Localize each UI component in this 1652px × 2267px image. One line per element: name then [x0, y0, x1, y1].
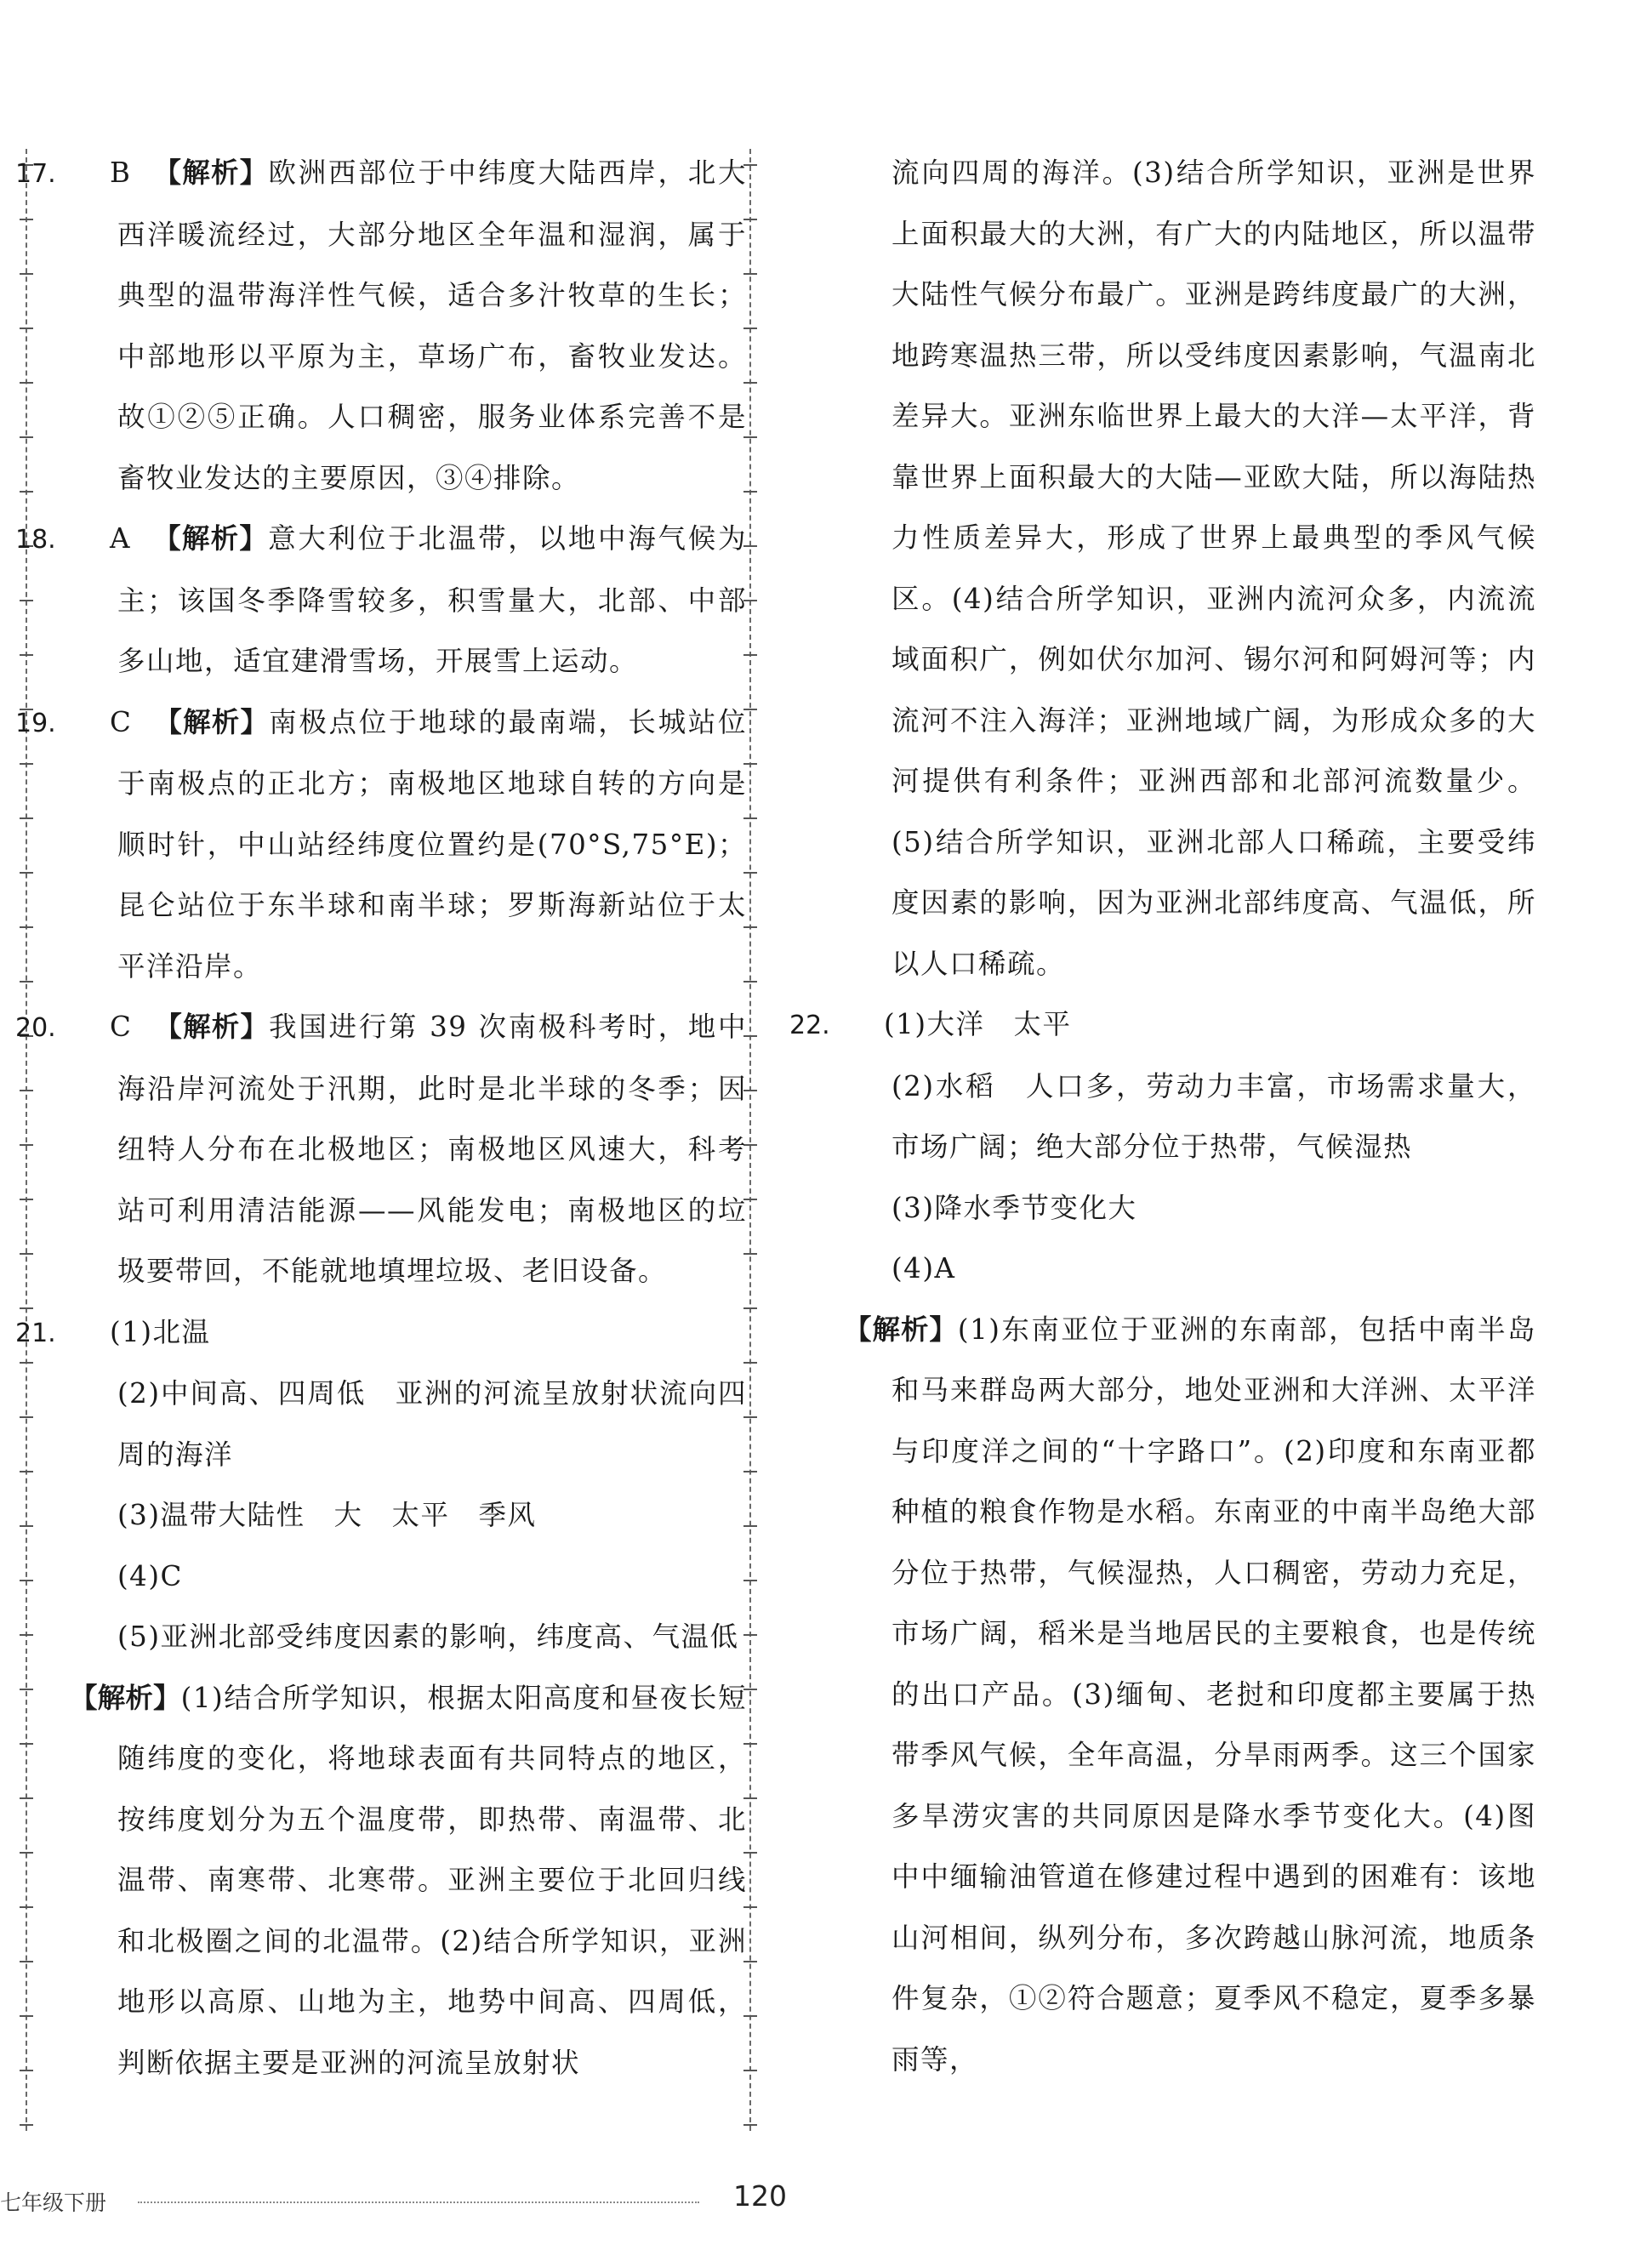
- rail-tick: [20, 491, 33, 493]
- grade-label: 七年级下册: [0, 2190, 107, 2215]
- rail-tick: [20, 1199, 33, 1200]
- analysis-text: 欧洲西部位于中纬度大陆西岸，北大西洋暖流经过，大部分地区全年温和湿润，属于典型的温带海洋性气候，适合多汁牧草的生长；中部地形以平原为主，草场广布，畜牧业发达。故①②⑤正确。人口稠密，服务业体系完善不是畜牧业发达的主要原因，③④排除。: [117, 157, 747, 494]
- rail-tick: [20, 1090, 33, 1091]
- sub-answer-2: (2)中间高、四周低 亚洲的河流呈放射状流向四周的海洋: [117, 1377, 747, 1471]
- rail-tick: [20, 654, 33, 656]
- sub-answer-1: (1)北温: [110, 1315, 211, 1348]
- answer-item-18: [15, 509, 747, 692]
- binding-margin-left: [26, 149, 48, 2131]
- rail-tick: [20, 1580, 33, 1581]
- rail-tick: [20, 1961, 33, 1962]
- rail-tick: [20, 1634, 33, 1636]
- left-column: [15, 143, 747, 2093]
- rail-tick: [20, 1689, 33, 1690]
- analysis-22: [840, 1300, 1536, 2091]
- rail-tick: [20, 1416, 33, 1418]
- sub-answer-2: (2)水稻 人口多，劳动力丰富，市场需求量大，市场广阔；绝大部分位于热带，气候湿热: [892, 1069, 1536, 1163]
- rail-tick: [20, 926, 33, 928]
- question-number: 20.: [15, 1013, 56, 1043]
- rail-tick: [20, 1471, 33, 1472]
- answer-choice: B: [110, 157, 132, 189]
- sub-answer-4: (4)A: [892, 1252, 956, 1284]
- page-number: 120: [733, 2179, 787, 2213]
- analysis-label: 【解析】: [153, 157, 269, 189]
- analysis-label: 【解析】: [844, 1313, 958, 1346]
- rail-tick: [20, 763, 33, 765]
- rail-tick: [20, 2015, 33, 2017]
- question-number: 22.: [789, 1011, 830, 1040]
- sub-answer-3: (3)降水季节变化大: [892, 1191, 1137, 1224]
- rail-tick: [20, 1253, 33, 1255]
- rail-tick: [20, 1906, 33, 1908]
- answer-choice: C: [110, 705, 133, 738]
- answer-choice: C: [110, 1011, 133, 1043]
- rail-tick: [20, 219, 33, 220]
- rail-tick: [20, 1743, 33, 1745]
- rail-tick: [20, 382, 33, 384]
- rail-tick: [20, 2124, 33, 2126]
- answer-item-22: [789, 994, 1536, 1057]
- rail-tick: [20, 273, 33, 275]
- rail-tick: [20, 981, 33, 983]
- rail-tick: [20, 1525, 33, 1527]
- rail-tick: [743, 2124, 757, 2126]
- analysis-21: [66, 1668, 747, 2094]
- analysis-text: 我国进行第 39 次南极科考时，地中海沿岸河流处于汛期，此时是北半球的冬季；因纽特人分布在北极地区；南极地区风速大，科考站可利用清洁能源——风能发电；南极地区的垃圾要带回，不能就地填埋垃圾、老旧设备。: [117, 1011, 747, 1287]
- rail-tick: [20, 872, 33, 874]
- sub-answer-4: (4)C: [117, 1559, 183, 1592]
- rail-tick: [20, 436, 33, 438]
- analysis-text: (1)结合所学知识，根据太阳高度和昼夜长短随纬度的变化，将地球表面有共同特点的地区，按纬度划分为五个温度带，即热带、南温带、北温带、南寒带、北寒带。亚洲主要位于北回归线和北极圈之间的北温带。(2)结合所学知识，亚洲地形以高原、山地为主，地势中间高、四周低，判断依据主要是亚洲的河流呈放射状: [117, 1681, 747, 2079]
- answer-item-20: [15, 997, 747, 1302]
- rail-tick: [20, 817, 33, 819]
- rail-tick: [20, 2070, 33, 2071]
- sub-answer-3: (3)温带大陆性 大 太平 季风: [117, 1499, 537, 1531]
- question-number: 18.: [15, 525, 56, 555]
- question-number: 17.: [15, 159, 56, 189]
- binding-margin-center: [749, 149, 772, 2131]
- page-footer: [0, 2179, 1652, 2220]
- question-number: 19.: [15, 708, 56, 738]
- analysis-text: (1)东南亚位于亚洲的东南部，包括中南半岛和马来群岛两大部分，地处亚洲和大洋洲、太平洋与印度洋之间的“十字路口”。(2)印度和东南亚都种植的粮食作物是水稻。东南亚的中南半岛绝大部分位于热带，气候湿热，人口稠密，劳动力充足，市场广阔，稻米是当地居民的主要粮食，也是传统的出口产品。(3)缅甸、老挝和印度都主要属于热带季风气候，全年高温，分旱雨两季。这三个国家多旱涝灾害的共同原因是降水季节变化大。(4)图中中缅输油管道在修建过程中遇到的困难有：该地山河相间，纵列分布，多次跨越山脉河流，地质条件复杂，①②符合题意；夏季风不稳定，夏季多暴雨等，: [892, 1313, 1536, 2076]
- analysis-text: 意大利位于北温带，以地中海气候为主；该国冬季降雪较多，积雪量大，北部、中部多山地，适宜建滑雪场，开展雪上运动。: [117, 522, 747, 677]
- answer-item-21: [15, 1302, 747, 1364]
- answer-item-19: [15, 692, 747, 998]
- question-number: 21.: [15, 1318, 56, 1348]
- analysis-label: 【解析】: [70, 1681, 181, 1714]
- analysis-text: 南极点位于地球的最南端，长城站位于南极点的正北方；南极地区地球自转的方向是顺时针，中山站经纬度位置约是(70°S,75°E)；昆仑站位于东半球和南半球；罗斯海新站位于太平洋沿岸。: [117, 705, 747, 983]
- answer-choice: A: [110, 522, 131, 555]
- analysis-label: 【解析】: [154, 705, 270, 738]
- answer-item-17: [15, 143, 747, 509]
- rail-tick: [20, 1797, 33, 1799]
- footer-dotted-rule: [138, 2201, 699, 2203]
- rail-tick: [20, 1852, 33, 1854]
- analysis-label: 【解析】: [154, 1011, 270, 1043]
- analysis-21-continued: 流向四周的海洋。(3)结合所学知识，亚洲是世界上面积最大的大洲，有广大的内陆地区，所以温带大陆性气候分布最广。亚洲是跨纬度最广的大洲，地跨寒温热三带，所以受纬度因素影响，气温南北差异大。亚洲东临世界上最大的大洋—太平洋，背靠世界上面积最大的大陆—亚欧大陆，所以海陆热力性质差异大，形成了世界上最典型的季风气候区。(4)结合所学知识，亚洲内流河众多，内流流域面积广，例如伏尔加河、锡尔河和阿姆河等；内流河不注入海洋；亚洲地域广阔，为形成众多的大河提供有利条件；亚洲西部和北部河流数量少。(5)结合所学知识，亚洲北部人口稀疏，主要受纬度因素的影响，因为亚洲北部纬度高、气温低，所以人口稀疏。: [892, 157, 1536, 980]
- sub-answer-1: (1)大洋 太平: [884, 1008, 1072, 1040]
- rail-tick: [20, 328, 33, 329]
- rail-tick: [20, 1144, 33, 1146]
- right-column: [789, 143, 1536, 2090]
- rail-tick: [20, 600, 33, 601]
- sub-answer-5: (5)亚洲北部受纬度因素的影响，纬度高、气温低: [117, 1621, 739, 1653]
- analysis-label: 【解析】: [153, 522, 269, 555]
